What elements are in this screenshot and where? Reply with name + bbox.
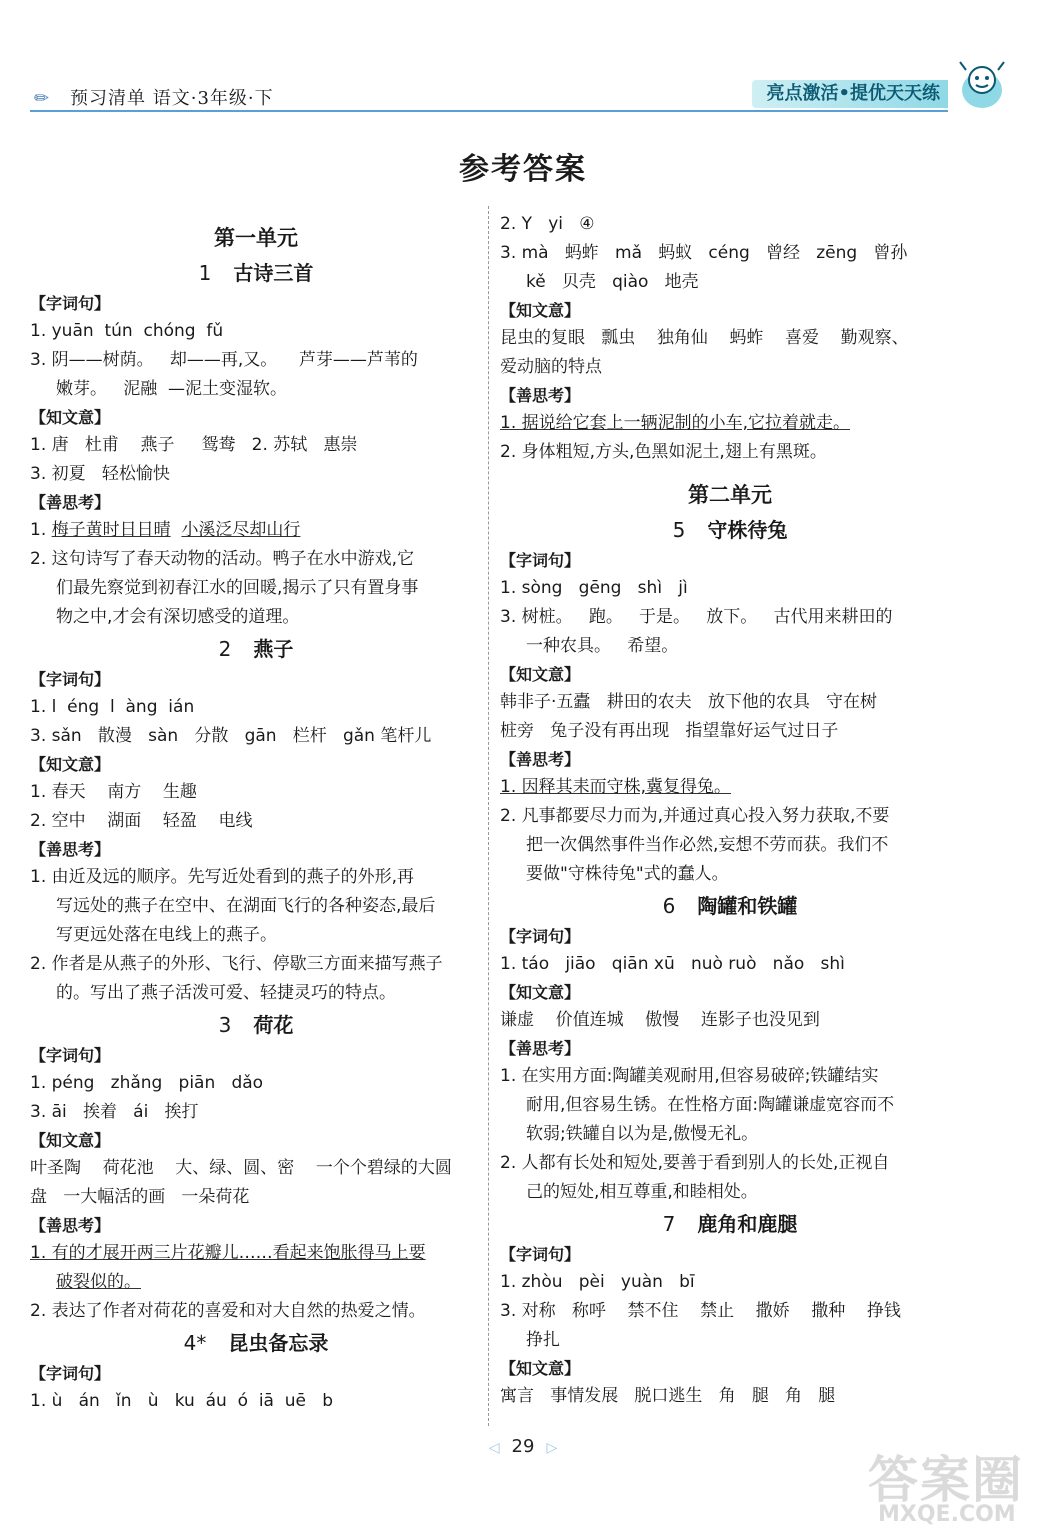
column-divider xyxy=(488,206,489,1426)
answer-line: 写远处的燕子在空中、在湖面飞行的各种姿态,最后 xyxy=(56,896,436,916)
answer-prefix: 1. xyxy=(30,520,52,540)
answer-line: 3. āi 挨着 ái 挨打 xyxy=(30,1102,199,1122)
lesson-title xyxy=(30,256,482,290)
answer-line: 1. 在实用方面:陶罐美观耐用,但容易破碎;铁罐结实 xyxy=(500,1066,879,1086)
answer-line: 3. 树桩。 跑。 于是。 放下。 古代用来耕田的 xyxy=(500,607,893,627)
unit-heading: 第一单元 xyxy=(214,226,298,250)
section-heading: 【字词句】 xyxy=(500,1245,581,1264)
lesson-number: 7 xyxy=(662,1212,676,1236)
answer-line xyxy=(30,516,482,545)
answer-line: 桩旁 兔子没有再出现 指望靠好运气过日子 xyxy=(500,721,839,741)
answer-line: 3. 阴——树荫。 却——再,又。 芦芽——芦苇的 xyxy=(30,350,418,370)
section-heading: 【知文意】 xyxy=(30,755,111,774)
answer-line: 软弱;铁罐自以为是,傲慢无礼。 xyxy=(526,1124,759,1144)
answer-line: 2. 人都有长处和短处,要善于看到别人的长处,正视自 xyxy=(500,1153,890,1173)
left-column xyxy=(30,210,482,1416)
section-heading: 【知文意】 xyxy=(30,1131,111,1150)
section-heading: 【知文意】 xyxy=(500,665,581,684)
lesson-name: 守株待兔 xyxy=(707,518,788,542)
answer-line: 盘 一大幅活的画 一朵荷花 xyxy=(30,1187,250,1207)
answer-line: 昆虫的复眼 瓢虫 独角仙 蚂蚱 喜爱 勤观察、 xyxy=(500,328,909,348)
lesson-name: 燕子 xyxy=(253,637,294,661)
section-heading: 【善思考】 xyxy=(30,1216,111,1235)
section-heading: 【善思考】 xyxy=(30,493,111,512)
lesson-title xyxy=(500,513,960,547)
answer-line: 1. zhòu pèi yuàn bī xyxy=(500,1272,695,1292)
lesson-title xyxy=(500,889,960,923)
answer-line: 一种农具。 希望。 xyxy=(526,636,679,656)
section-heading: 【善思考】 xyxy=(500,750,581,769)
answer-line: 1. péng zhǎng piān dǎo xyxy=(30,1073,264,1093)
answer-line: 1. 由近及远的顺序。先写近处看到的燕子的外形,再 xyxy=(30,867,415,887)
lesson-title xyxy=(30,1326,482,1360)
answer-line: 2. 这句诗写了春天动物的活动。鸭子在水中游戏,它 xyxy=(30,549,415,569)
section-heading: 【字词句】 xyxy=(30,294,111,313)
section-heading: 【知文意】 xyxy=(30,408,111,427)
right-column xyxy=(500,210,960,1411)
section-heading: 【善思考】 xyxy=(500,1039,581,1058)
pencil-icon: ✏ xyxy=(34,88,50,109)
section-heading: 【字词句】 xyxy=(30,1046,111,1065)
lesson-number: 4* xyxy=(183,1331,207,1355)
answer-line: 耐用,但容易生锈。在性格方面:陶罐谦虚宽容而不 xyxy=(526,1095,895,1115)
left-arrow-icon: ◁ xyxy=(488,1440,500,1456)
answer-line: 1. sòng gēng shì jì xyxy=(500,578,688,598)
underlined-answer: 1. 有的才展开两三片花瓣儿……看起来饱胀得马上要 xyxy=(30,1243,426,1263)
lesson-name: 陶罐和铁罐 xyxy=(697,894,798,918)
lesson-name: 古诗三首 xyxy=(233,261,314,285)
answer-line: 3. 初夏 轻松愉快 xyxy=(30,464,170,484)
answer-line: 己的短处,相互尊重,和睦相处。 xyxy=(526,1182,758,1202)
answer-line: 爱动脑的特点 xyxy=(500,357,602,377)
answer-line: 把一次偶然事件当作必然,妄想不劳而获。我们不 xyxy=(526,835,889,855)
answer-line: 写更远处落在电线上的燕子。 xyxy=(56,925,277,945)
lesson-number: 5 xyxy=(672,518,686,542)
answer-line: 要做"守株待兔"式的蠢人。 xyxy=(526,864,729,884)
watermark-url: MXQE.COM xyxy=(878,1502,1016,1527)
right-arrow-icon: ▷ xyxy=(546,1440,558,1456)
answer-line: 1. ù án ǐn ù ku áu ó iā uē b xyxy=(30,1391,334,1411)
section-heading: 【知文意】 xyxy=(500,1359,581,1378)
mascot-icon xyxy=(952,58,1010,114)
lesson-number: 1 xyxy=(198,261,212,285)
lesson-name: 鹿角和鹿腿 xyxy=(697,1212,798,1236)
underlined-answer: 梅子黄时日日晴 xyxy=(51,520,171,540)
answer-line: 2. 凡事都要尽力而为,并通过真心投入努力获取,不要 xyxy=(500,806,890,826)
book-title: 预习清单 语文·3年级·下 xyxy=(70,88,274,109)
lesson-name: 荷花 xyxy=(253,1013,294,1037)
lesson-number: 2 xyxy=(218,637,232,661)
section-heading: 【知文意】 xyxy=(500,983,581,1002)
answer-line: kě 贝壳 qiào 地壳 xyxy=(526,272,699,292)
lesson-number: 6 xyxy=(662,894,676,918)
answer-line: 嫩芽。 泥融 —泥土变湿软。 xyxy=(56,379,288,399)
answer-line: 的。写出了燕子活泼可爱、轻捷灵巧的特点。 xyxy=(56,983,396,1003)
answer-line: 们最先察觉到初春江水的回暖,揭示了只有置身事 xyxy=(56,578,419,598)
answer-line: 1. l éng l àng ián xyxy=(30,697,195,717)
answer-line: 谦虚 价值连城 傲慢 连影子也没见到 xyxy=(500,1010,820,1030)
answer-line: 1. 唐 杜甫 燕子 鸳鸯 2. 苏轼 惠崇 xyxy=(30,435,358,455)
answer-line: 挣扎 xyxy=(526,1330,560,1350)
page-number-text: 29 xyxy=(511,1436,535,1457)
watermark-text: 答案圈 xyxy=(868,1451,1024,1509)
section-heading: 【字词句】 xyxy=(30,670,111,689)
section-heading: 【善思考】 xyxy=(30,840,111,859)
answer-line: 2. 身体粗短,方头,色黑如泥土,翅上有黑斑。 xyxy=(500,442,827,462)
lesson-name: 昆虫备忘录 xyxy=(228,1331,329,1355)
lesson-title xyxy=(30,1008,482,1042)
answer-line: 3. 对称 称呼 禁不住 禁止 撒娇 撒种 挣钱 xyxy=(500,1301,901,1321)
unit-heading: 第二单元 xyxy=(688,483,772,507)
answer-line: 1. 春天 南方 生趣 xyxy=(30,782,197,802)
page-title: 参考答案 xyxy=(459,152,587,187)
section-heading: 【知文意】 xyxy=(500,301,581,320)
lesson-number: 3 xyxy=(218,1013,232,1037)
answer-line: 2. 空中 湖面 轻盈 电线 xyxy=(30,811,253,831)
answer-gap xyxy=(171,520,182,540)
answer-line: 寓言 事情发展 脱口逃生 角 腿 角 腿 xyxy=(500,1386,836,1406)
header-rule xyxy=(30,110,948,112)
underlined-answer: 1. 因释其耒而守株,冀复得兔。 xyxy=(500,777,732,797)
section-heading: 【字词句】 xyxy=(500,551,581,570)
answer-line: 1. yuān tún chóng fǔ xyxy=(30,321,224,341)
answer-line: 韩非子·五蠹 耕田的农夫 放下他的农具 守在树 xyxy=(500,692,878,712)
answer-line: 2. Y yi ④ xyxy=(500,214,595,234)
answer-line: 2. 作者是从燕子的外形、飞行、停歇三方面来描写燕子 xyxy=(30,954,443,974)
underlined-answer: 小溪泛尽却山行 xyxy=(181,520,301,540)
section-heading: 【善思考】 xyxy=(500,386,581,405)
lesson-title xyxy=(30,632,482,666)
answer-line: 1. táo jiāo qiān xū nuò ruò nǎo shì xyxy=(500,954,845,974)
answer-line: 3. mà 蚂蚱 mǎ 蚂蚁 céng 曾经 zēng 曾孙 xyxy=(500,243,908,263)
answer-line: 叶圣陶 荷花池 大、绿、圆、密 一个个碧绿的大圆 xyxy=(30,1158,452,1178)
page-header xyxy=(30,78,1018,116)
section-heading: 【字词句】 xyxy=(30,1364,111,1383)
section-heading: 【字词句】 xyxy=(500,927,581,946)
lesson-title xyxy=(500,1207,960,1241)
answer-line: 物之中,才会有深切感受的道理。 xyxy=(56,607,300,627)
watermark-logo xyxy=(868,1440,1038,1532)
brand-banner: 亮点激活•提优天天练 xyxy=(752,80,948,108)
answer-line: 3. sǎn 散漫 sàn 分散 gān 栏杆 gǎn 笔杆儿 xyxy=(30,726,432,746)
underlined-answer: 破裂似的。 xyxy=(56,1272,141,1292)
underlined-answer: 1. 据说给它套上一辆泥制的小车,它拉着就走。 xyxy=(500,413,851,433)
answer-line: 2. 表达了作者对荷花的喜爱和对大自然的热爱之情。 xyxy=(30,1301,426,1321)
